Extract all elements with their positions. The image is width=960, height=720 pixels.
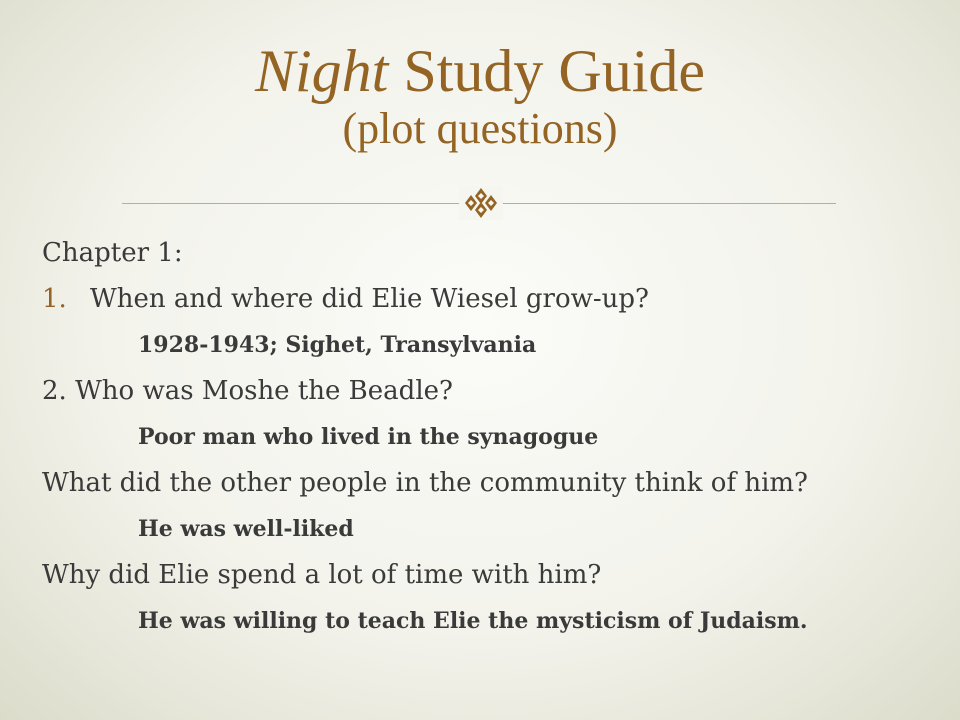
question-2: 2. Who was Moshe the Beadle? bbox=[42, 376, 453, 406]
question-1 bbox=[42, 276, 922, 322]
question-1-text: When and where did Elie Wiesel grow-up? bbox=[90, 284, 649, 314]
title-italic: Night bbox=[254, 38, 389, 104]
answer-4: He was willing to teach Elie the mysticism of Judaism. bbox=[138, 608, 808, 634]
question-3: What did the other people in the community think of him? bbox=[42, 468, 808, 498]
four-diamonds-icon bbox=[459, 186, 503, 220]
answer-3: He was well-liked bbox=[138, 516, 354, 542]
title-main bbox=[0, 38, 960, 104]
slide-title bbox=[0, 38, 960, 154]
question-4: Why did Elie spend a lot of time with him? bbox=[42, 560, 602, 590]
answer-2: Poor man who lived in the synagogue bbox=[138, 424, 599, 450]
answer-1: 1928-1943; Sighet, Transylvania bbox=[138, 332, 537, 358]
question-1-number: 1. bbox=[42, 284, 67, 314]
title-subtitle: (plot questions) bbox=[342, 104, 618, 153]
chapter-heading: Chapter 1: bbox=[42, 238, 183, 268]
slide-body bbox=[42, 230, 922, 638]
title-rest: Study Guide bbox=[388, 38, 706, 104]
